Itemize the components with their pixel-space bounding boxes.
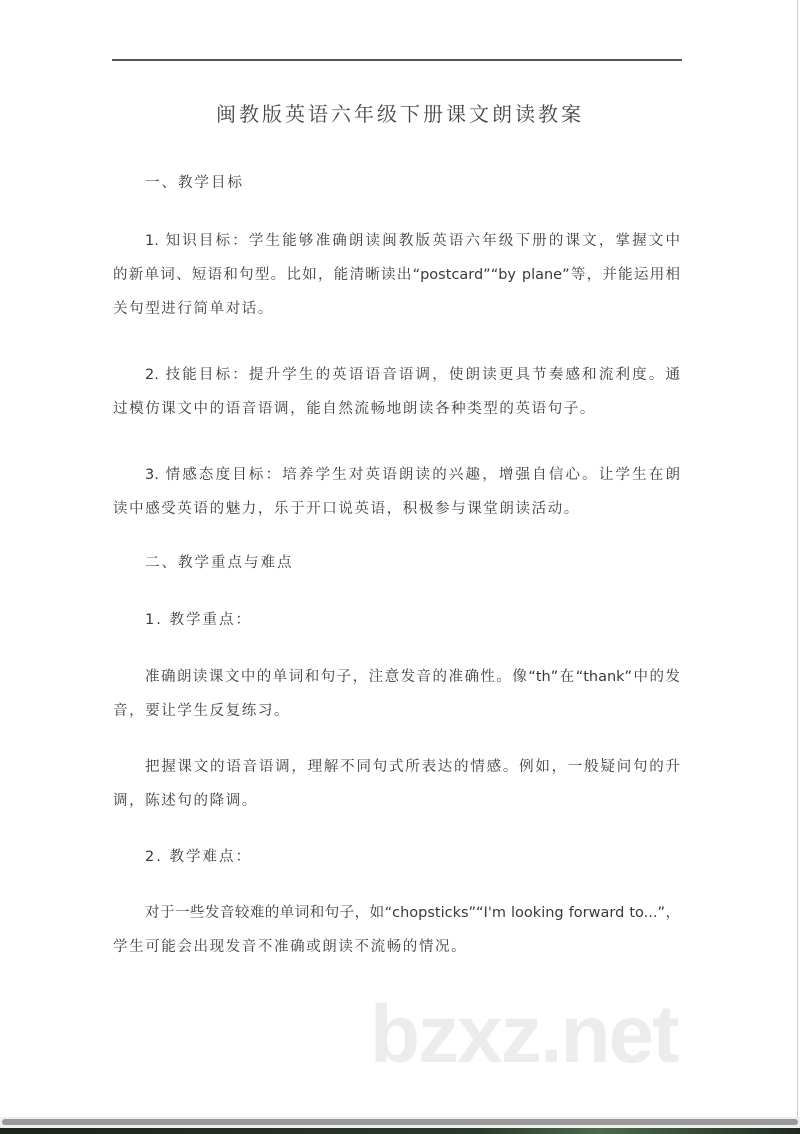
- paragraph-line: 2. 技能目标：提升学生的英语语音语调，使朗读更具节奏感和流利度。通: [145, 367, 680, 383]
- paragraph-line: 学生可能会出现发音不准确或朗读不流畅的情况。: [113, 939, 468, 955]
- paragraph-line: 3. 情感态度目标：培养学生对英语朗读的兴趣，增强自信心。让学生在朗: [145, 467, 680, 483]
- paragraph-line: 的新单词、短语和句型。比如，能清晰读出“postcard”“by plane”等，并能运用相: [113, 267, 680, 283]
- paragraph-line: 调，陈述句的降调。: [113, 793, 258, 809]
- paragraph-line: 把握课文的语音语调，理解不同句式所表达的情感。例如，一般疑问句的升: [145, 759, 680, 775]
- scrollbar-thumb[interactable]: [2, 1119, 798, 1125]
- paragraph-line: 关句型进行简单对话。: [113, 301, 274, 317]
- subheading: 2. 教学难点：: [145, 849, 252, 865]
- watermark: bzxz.net: [370, 989, 678, 1080]
- subheading: 1. 教学重点：: [145, 612, 252, 628]
- document-title: 闽教版英语六年级下册课文朗读教案: [216, 102, 584, 126]
- page-edge: [797, 0, 798, 1118]
- section-heading: 一、教学目标: [145, 175, 244, 191]
- header-rule: [112, 59, 682, 61]
- horizontal-scrollbar[interactable]: [0, 1117, 800, 1128]
- section-heading: 二、教学重点与难点: [145, 555, 294, 571]
- desktop-background-strip: [0, 1128, 800, 1134]
- paragraph-line: 音，要让学生反复练习。: [113, 703, 291, 719]
- paragraph-line: 过模仿课文中的语音语调，能自然流畅地朗读各种类型的英语句子。: [113, 401, 596, 417]
- paragraph-line: 对于一些发音较难的单词和句子，如“chopsticks”“I'm looking forward to...”，: [145, 905, 680, 921]
- paragraph-line: 读中感受英语的魅力，乐于开口说英语，积极参与课堂朗读活动。: [113, 501, 580, 517]
- paragraph-line: 1. 知识目标：学生能够准确朗读闽教版英语六年级下册的课文，掌握文中: [145, 233, 680, 249]
- paragraph-line: 准确朗读课文中的单词和句子，注意发音的准确性。像“th”在“thank”中的发: [145, 669, 680, 685]
